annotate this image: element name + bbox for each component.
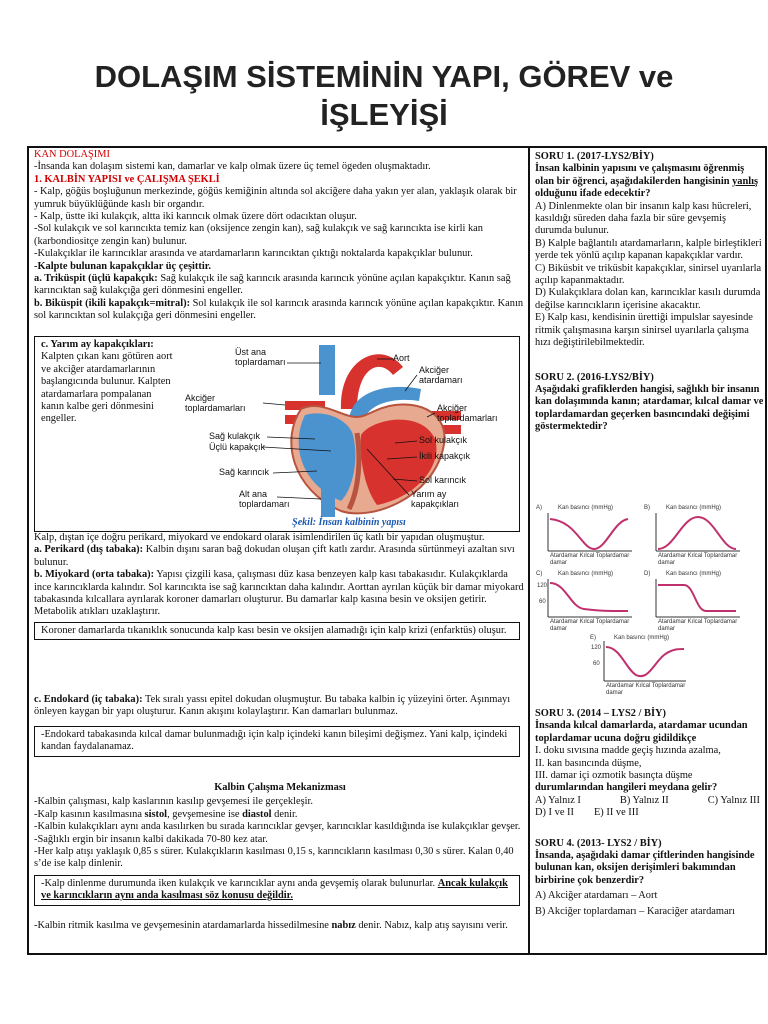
layer-c: c. Endokard (iç tabaka): Tek sıralı yassı epitel dokudan oluşmuştur. Bu tabaka kalbin iç yüzeyini örter. Aşınmayı önleyen kaygan bir yapı oluşturur. Kanın akışını kolaylaştırır. Kan damarları bulunmaz. bbox=[34, 694, 511, 718]
graph-e-xlabel: Atardamar Kılcal Toplardamar damar bbox=[606, 683, 686, 696]
graph-e-tick-120: 120 bbox=[591, 645, 602, 651]
q4-option-a: A) Akciğer atardamarı – Aort bbox=[535, 890, 658, 902]
graph-d bbox=[644, 571, 744, 632]
label-akciger-atar: Akciğer atardamarı bbox=[419, 365, 463, 385]
label-sag-kulakcik: Sağ kulakçık bbox=[209, 431, 261, 441]
q3-title: SORU 3. (2014 – LYS2 / BİY) bbox=[535, 708, 666, 719]
section-kalbin-yapisi: 1. KALBİN YAPISI ve ÇALIŞMA ŞEKLİ bbox=[34, 173, 220, 185]
graph-c-tick-120: 120 bbox=[537, 583, 548, 589]
note-box-dinlenme: -Kalp dinlenme durumunda iken kulakçık ve karıncıklar aynı anda gevşemiş olarak bulunurlar. Ancak kulakçık ve karıncıkların aynı anda kasılması söz konusu değildir. bbox=[34, 875, 520, 906]
left-column-endokard bbox=[34, 694, 526, 757]
label-ust-ana: Üst ana toplardamarı bbox=[235, 347, 286, 367]
graph-d-letter: D) bbox=[644, 571, 651, 577]
vena-cava-bottom bbox=[321, 487, 335, 517]
q4-title: SORU 4. (2013- LYS2 / BİY) bbox=[535, 837, 662, 849]
graph-b bbox=[644, 505, 744, 566]
q1-title: SORU 1. (2017-LYS2/BİY) bbox=[535, 151, 654, 162]
q3-item-ii: II. kan basıncında düşme, bbox=[535, 757, 642, 769]
label-sag-karincik: Sağ karıncık bbox=[219, 467, 270, 477]
graph-c bbox=[536, 571, 636, 632]
q3-stem: İnsanda kılcal damarlarda, atardamar ucundan toplardamar ucuna doğru gidildikçe bbox=[535, 720, 748, 744]
vena-cava-top bbox=[319, 345, 335, 395]
graph-e-letter: E) bbox=[590, 635, 596, 641]
graph-c-ylabel: Kan basıncı (mmHg) bbox=[558, 571, 614, 577]
left-column-mechanism bbox=[34, 782, 526, 932]
label-aort: Aort bbox=[393, 353, 410, 363]
q1-option-d: D) Kulakçıklara dolan kan, karıncıklar kasılı durumda değilse karıncıkların içerisine akacaktır. bbox=[535, 287, 761, 311]
right-column-top bbox=[535, 149, 764, 434]
note-box-koroner: Koroner damarlarda tıkanıklık sonucunda kalp kası besin ve oksijen alamadığı için kalp krizi (enfarktüs) oluşur. bbox=[34, 622, 520, 640]
q4-stem: İnsanda, aşağıdaki damar çiftlerinden hangisinde bulunan kan, oksijen derişimleri bakımından birbirine çok benzerdir? bbox=[535, 850, 755, 886]
para-2: - Kalp, üstte iki kulakçık, altta iki karıncık olmak üzere dört odacıktan oluşur. bbox=[34, 211, 357, 223]
heart-figure-box bbox=[34, 336, 520, 532]
graph-c-tick-60: 60 bbox=[539, 599, 546, 605]
intro-text: -İnsanda kan dolaşım sistemi kan, damarlar ve kalp olmak üzere üç temel ögeden oluşmaktadır. bbox=[34, 161, 431, 173]
q3-item-iii: III. damar içi ozmotik basınçta düşme bbox=[535, 770, 693, 782]
label-sol-karincik: Sol karıncık bbox=[419, 475, 467, 485]
note-box-endokard: -Endokard tabakasında kılcal damar bulunmadığı için kalp içindeki kanın bileşimi değişmez. Yani kalp, içindeki kandan faydalanamaz. bbox=[34, 726, 520, 757]
label-sol-kulakcik: Sol kulakçık bbox=[419, 435, 468, 445]
q4-option-b: B) Akciğer toplardamarı – Karaciğer atardamarı bbox=[535, 905, 735, 917]
para-5: -Kalpte bulunan kapakçıklar üç çeşittir. bbox=[34, 260, 211, 272]
label-akciger-top-right: Akciğer toplardamarları bbox=[437, 403, 498, 423]
label-ikili: İkili kapakçık bbox=[419, 451, 471, 461]
graph-a-ylabel: Kan basıncı (mmHg) bbox=[558, 505, 614, 511]
graph-d-xlabel: Atardamar Kılcal Toplardamar damar bbox=[658, 619, 738, 632]
label-alt-ana: Alt ana toplardamarı bbox=[239, 489, 290, 509]
graph-a-xlabel: Atardamar Kılcal Toplardamar damar bbox=[550, 553, 630, 566]
mech-3: -Kalbin kulakçıkları aynı anda kasılırken bu sırada karıncıklar gevşer, karıncıklar kasıldığında ise kulakçıklar gevşer. bbox=[34, 821, 521, 833]
graph-b-ylabel: Kan basıncı (mmHg) bbox=[666, 505, 722, 511]
layer-b: b. Miyokard (orta tabaka): Yapısı çizgili kasa, çalışması düz kasa benzeyen kalp kası tabakasıdır. Kulakçıklarda ince karıncıklarda kalındır. Sol karıncıkta ise sağ karıncıktan daha kalındır. Aorttan ayrılan küçük bir damar miyokard tabakasında kılcallara ayrılarak koroner damarları oluşturur. Bu damarlar kalp kasına besin ve oksijen getirir. Metabolik atıkları uzaklaştırır. bbox=[34, 569, 524, 618]
graph-c-xlabel: Atardamar Kılcal Toplardamar damar bbox=[550, 619, 630, 632]
left-column-lower bbox=[34, 532, 526, 640]
q2-stem: Aşağıdaki grafiklerden hangisi, sağlıklı bir insanın kan dolaşımında kanın; atardamar, kılcal damar ve toplardamardan geçerken basıncındaki değişimi göstermektedir? bbox=[535, 383, 764, 433]
valve-a: a. Triküspit (üçlü kapakçık: Sağ kulakçık ile sağ karıncık arasında karıncık yönüne açılan kapakçıktır. Kanın sağ karıncıktan sağ kulakçığa geri dönmesini engeller. bbox=[34, 273, 511, 297]
layer-a: a. Perikard (dış tabaka): Kalbin dışını saran bağ dokudan oluşan çift katlı zardır. Arasında sürtünmeyi azaltan sıvı bulunur. bbox=[34, 544, 515, 568]
layers-intro: Kalp, dıştan içe doğru perikard, miyokard ve endokard olarak isimlendirilen üç katlı bir yapıdan oluşmuştur. bbox=[34, 532, 485, 543]
graph-a-letter: A) bbox=[536, 505, 542, 511]
label-uclu: Üçlü kapakçık bbox=[209, 442, 266, 452]
q1-option-c: C) Biküsbit ve triküsbit kapakçıklar, sinirsel uyarılarla açılıp kapanmaktadır. bbox=[535, 262, 762, 287]
valve-b: b. Biküspit (ikili kapakçık=mitral): Sol kulakçık ile sol karıncık arasında karıncık yönüne açılan kapakçıktır. Kanın sol karıncıktan sol kulakçığa geri dönmesini engeller. bbox=[34, 297, 524, 322]
q3-option-a: A) Yalnız I bbox=[535, 794, 581, 806]
valve-c: c. Yarım ay kapakçıkları: Kalpten çıkan kanı götüren aort ve akciğer atardamarlarının başlangıcında bulunur. Kalpten atardamarlara pompalanan kanın kalbe geri dönmesini engeller. bbox=[41, 339, 173, 425]
q3-stem-2: durumlarından hangileri meydana gelir? bbox=[535, 782, 718, 794]
q3-item-i: I. doku sıvısına madde geçiş hızında azalma, bbox=[535, 745, 721, 757]
mech-5: -Her kalp atışı yaklaşık 0,85 s sürer. Kulakçıkların kasılması 0,15 s, karıncıkların kasılması 0,30 s sürer. Kalan 0,40 s’de ise kalp dinlenir. bbox=[34, 846, 514, 870]
graph-e-tick-60: 60 bbox=[593, 661, 600, 667]
graph-c-letter: C) bbox=[536, 571, 543, 577]
q3-option-b: B) Yalnız II bbox=[619, 794, 669, 806]
graph-b-letter: B) bbox=[644, 505, 650, 511]
q3-options-row-1 bbox=[535, 795, 764, 807]
q2-title: SORU 2. (2016-LYS2/BİY) bbox=[535, 371, 654, 383]
heart-illustration bbox=[181, 339, 517, 519]
label-akciger-top-left: Akciğer toplardamarları bbox=[185, 393, 246, 413]
graph-a bbox=[536, 505, 636, 566]
mech-6: -Kalbin ritmik kasılma ve gevşemesinin atardamarlarda hissedilmesine nabız denir. Nabız, kalp atış sayısını verir. bbox=[34, 919, 508, 931]
label-yarim-ay: Yarım ay kapakçıkları bbox=[411, 489, 460, 509]
mech-2: -Kalp kasının kasılmasına sistol, gevşemesine ise diastol denir. bbox=[34, 808, 298, 820]
q1-stem: İnsan kalbinin yapısını ve çalışmasını öğrenmiş olan bir öğrenci, aşağıdakilerden hangisinin yanlış olduğunu ifade edecektir? bbox=[535, 163, 759, 200]
graph-e-ylabel: Kan basıncı (mmHg) bbox=[614, 635, 670, 641]
mechanism-title: Kalbin Çalışma Mekanizması bbox=[214, 782, 346, 793]
para-1: - Kalp, göğüs boşluğunun merkezinde, göğüs kemiğinin altında sol akciğere daha yakın yer alan, yaklaşık olarak bir yumruk büyüklüğünde kaslı bir organdır. bbox=[34, 186, 517, 210]
q3-options-row-2 bbox=[535, 807, 764, 819]
q3-option-d: D) I ve II bbox=[535, 807, 574, 819]
page-title: DOLAŞIM SİSTEMİNİN YAPI, GÖREV ve İŞLEYİŞİ bbox=[94, 59, 674, 132]
section-kan-dolasimi: KAN DOLAŞIMI bbox=[34, 149, 110, 160]
graph-b-xlabel: Atardamar Kılcal Toplardamar damar bbox=[658, 553, 738, 566]
q2-graphs bbox=[536, 505, 762, 695]
para-4: -Kulakçıklar ile karıncıklar arasında ve atardamarların karıncıktan çıktığı noktalarda kapakçıklar bulunur. bbox=[34, 248, 473, 260]
graph-d-ylabel: Kan basıncı (mmHg) bbox=[666, 571, 722, 577]
q3-option-c: C) Yalnız III bbox=[707, 794, 760, 806]
q1-option-a: A) Dinlenmekte olan bir insanın kalp kası hücreleri, kasıldığı süreden daha fazla bir süre gevşemiş durumda bulunur. bbox=[535, 200, 752, 237]
right-column-lower bbox=[535, 708, 764, 918]
column-divider bbox=[528, 146, 530, 955]
q1-option-e: E) Kalp kası, kendisinin ürettiği impulslar sayesinde ritmik çalışmasına karşın sinirsel uyarılarla çalışma hızı değiştirilebilmektedir. bbox=[535, 312, 753, 349]
mech-1: -Kalbin çalışması, kalp kaslarının kasılıp gevşemesi ile gerçekleşir. bbox=[34, 796, 314, 808]
mech-4: -Sağlıklı ergin bir insanın kalbi dakikada 70-80 kez atar. bbox=[34, 833, 268, 845]
para-3: -Sol kulakçık ve sol karıncıkta temiz kan (oksijence zengin kan), sağ kulakçık ve sağ karıncıkta ise kirli kan (karbondiositçe zengin kan) bulunur. bbox=[34, 223, 483, 247]
q3-option-e: E) II ve III bbox=[593, 807, 639, 819]
q1-option-b: B) Kalple bağlantılı atardamarların, kalple birleştikleri yerde tek yönlü açılıp kapanan kapakçıklar vardır. bbox=[535, 237, 762, 262]
figure-caption: Şekil: İnsan kalbinin yapısı bbox=[292, 517, 406, 528]
left-column-top bbox=[34, 149, 526, 323]
heart-diagram bbox=[181, 339, 517, 519]
graph-e bbox=[590, 635, 690, 696]
